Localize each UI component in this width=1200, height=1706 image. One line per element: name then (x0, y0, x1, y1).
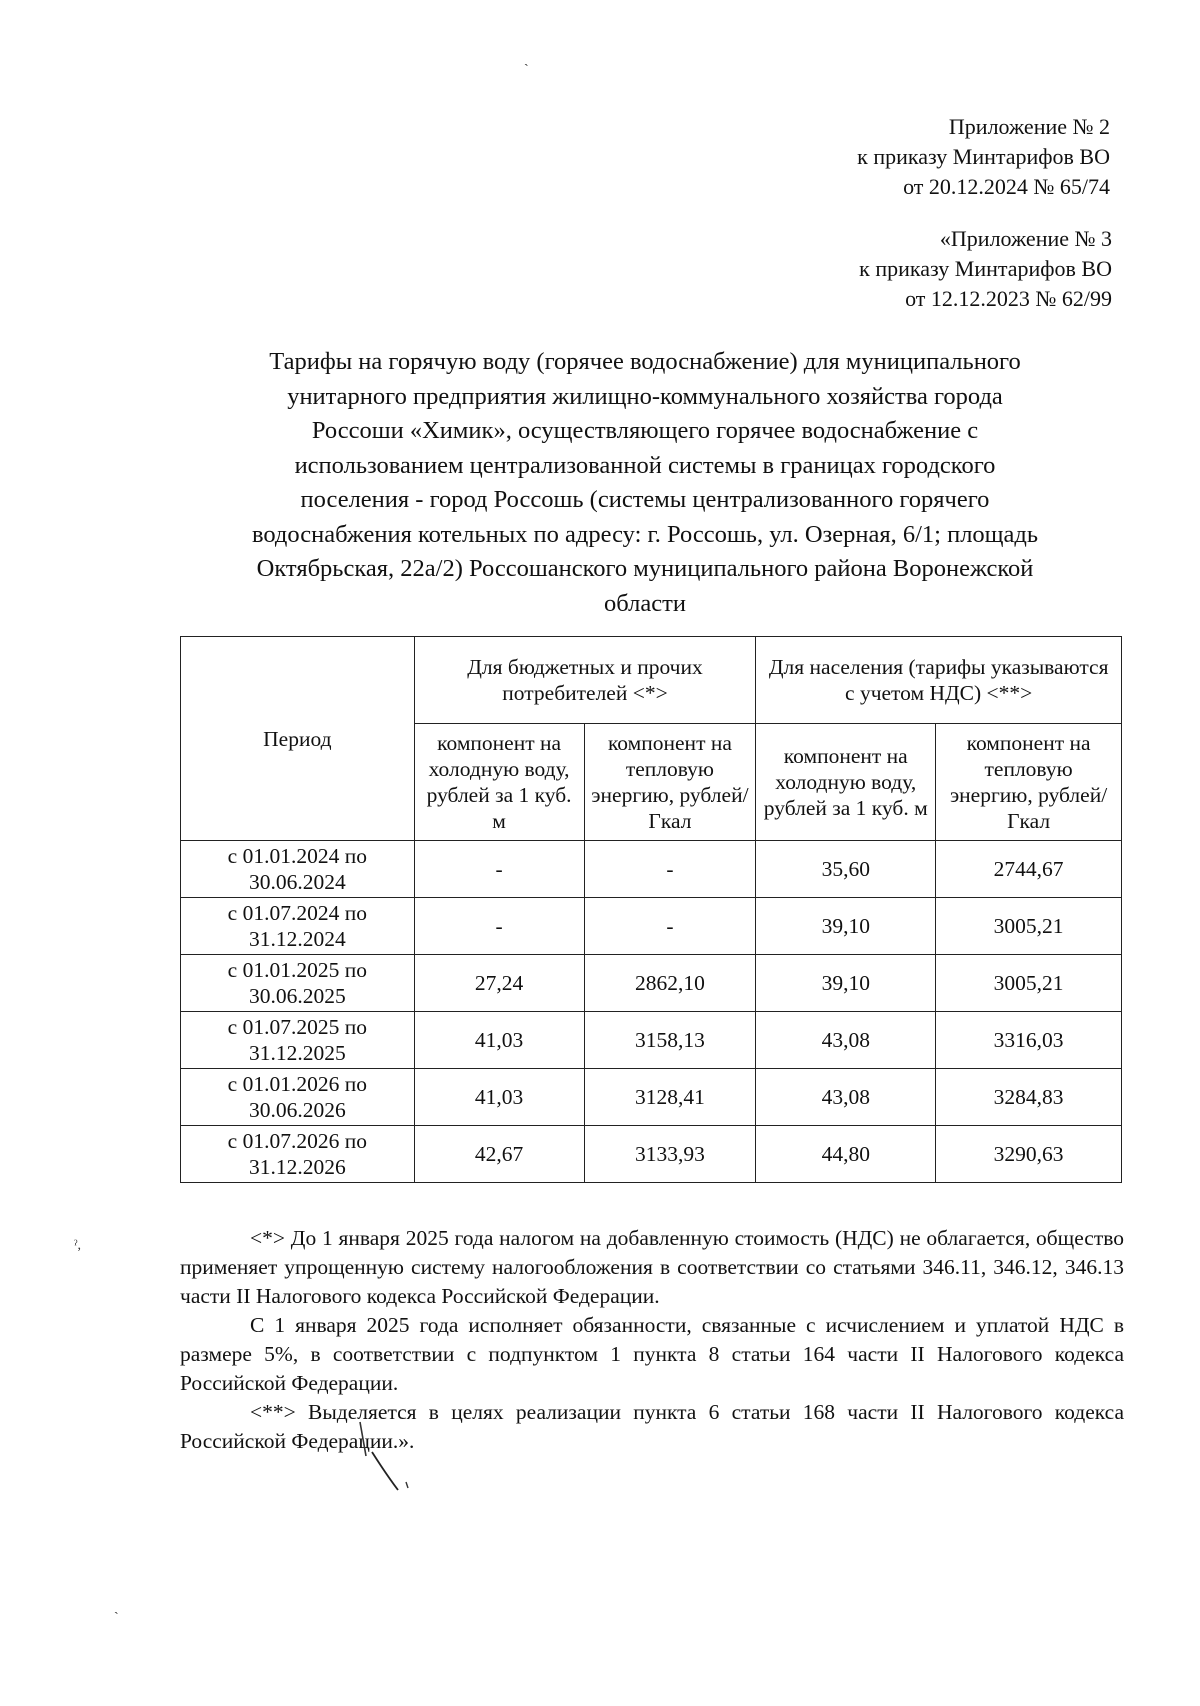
tick-stroke (372, 1452, 398, 1490)
period-cell: с 01.01.2024 по 30.06.2024 (181, 841, 415, 898)
table-row (181, 1126, 1122, 1183)
population-header: Для населения (тарифы указываются с учетом НДС) <**> (756, 637, 1122, 724)
population-heat-cell: 2744,67 (936, 841, 1122, 898)
appendix-header-current (857, 112, 1110, 202)
footnote-vat-2025: С 1 января 2025 года исполняет обязанности, связанные с исчислением и уплатой НДС в размере 5%, в соответствии с подпунктом 1 пункта 8 статьи 164 части II Налогового кодекса Российской Федерации. (180, 1313, 1124, 1395)
period-cell: с 01.07.2024 по 31.12.2024 (181, 898, 415, 955)
population-cold-cell: 43,08 (756, 1069, 936, 1126)
table-row (181, 841, 1122, 898)
appendix-order-ref: к приказу Минтарифов ВО (859, 256, 1112, 281)
table-row (181, 1012, 1122, 1069)
footnote-vat-population: <**> Выделяется в целях реализации пункта 6 статьи 168 части II Налогового кодекса Российской Федерации.». (180, 1400, 1124, 1453)
scan-speck: ˎ (524, 52, 529, 67)
budget-cold-cell: - (414, 898, 584, 955)
budget-heat-cell: 3158,13 (584, 1012, 756, 1069)
tick-stroke (406, 1482, 408, 1488)
document-title (175, 345, 1115, 621)
table-row (181, 955, 1122, 1012)
period-cell: с 01.01.2026 по 30.06.2026 (181, 1069, 415, 1126)
table-row (181, 898, 1122, 955)
scan-speck: ˀ, (74, 1238, 81, 1253)
budget-cold-cell: 41,03 (414, 1069, 584, 1126)
population-heat-cell: 3316,03 (936, 1012, 1122, 1069)
title-line: Октябрьская, 22а/2) Россошанского муниципального района Воронежской (256, 555, 1034, 582)
budget-heat-cell: 2862,10 (584, 955, 756, 1012)
budget-cold-cell: 41,03 (414, 1012, 584, 1069)
title-line: водоснабжения котельных по адресу: г. Россошь, ул. Озерная, 6/1; площадь (251, 520, 1039, 548)
title-line: Тарифы на горячую воду (горячее водоснабжение) для муниципального (269, 348, 1021, 375)
period-cell: с 01.01.2025 по 30.06.2025 (181, 955, 415, 1012)
table-row (181, 1069, 1122, 1126)
budget-heat-cell: 3133,93 (584, 1126, 756, 1183)
budget-cold-cell: - (414, 841, 584, 898)
budget-heat-energy-header: компонент на тепловую энергию, рублей/Гкал (584, 724, 756, 841)
population-cold-cell: 44,80 (756, 1126, 936, 1183)
tariff-table (180, 636, 1122, 1183)
budget-heat-cell: 3128,41 (584, 1069, 756, 1126)
budget-consumers-header: Для бюджетных и прочих потребителей <*> (414, 637, 756, 724)
title-line: использованием централизованной системы в границах городского (294, 451, 996, 479)
title-line: области (604, 589, 686, 617)
population-heat-cell: 3005,21 (936, 955, 1122, 1012)
budget-heat-cell: - (584, 841, 756, 898)
title-line: поселения - город Россошь (системы централизованного горячего (300, 486, 990, 513)
budget-cold-cell: 42,67 (414, 1126, 584, 1183)
budget-heat-cell: - (584, 898, 756, 955)
appendix-number: Приложение № 2 (948, 114, 1110, 139)
period-cell: с 01.07.2025 по 31.12.2025 (181, 1012, 415, 1069)
handwritten-tick-mark (352, 1416, 442, 1496)
population-heat-energy-header: компонент на тепловую энергию, рублей/Гкал (936, 724, 1122, 841)
population-heat-cell: 3290,63 (936, 1126, 1122, 1183)
appendix-header-original (859, 224, 1112, 314)
budget-cold-water-header: компонент на холодную воду, рублей за 1 куб. м (414, 724, 584, 841)
appendix-order-date: от 20.12.2024 № 65/74 (903, 174, 1110, 199)
appendix-number: «Приложение № 3 (939, 226, 1112, 251)
tick-stroke (360, 1422, 366, 1456)
footnote-vat-exempt: <*> До 1 января 2025 года налогом на добавленную стоимость (НДС) не облагается, общество применяет упрощенную систему налогообложения в соответствии со статьями 346.11, 346.12, 346.13 части II Налогового кодекса Российской Федерации. (180, 1226, 1124, 1308)
scan-speck: ˎ (114, 1600, 119, 1615)
title-line: Россоши «Химик», осуществляющего горячее водоснабжение с (311, 417, 979, 444)
population-cold-water-header: компонент на холодную воду, рублей за 1 куб. м (756, 724, 936, 841)
period-header: Период (181, 637, 415, 841)
population-heat-cell: 3284,83 (936, 1069, 1122, 1126)
population-cold-cell: 35,60 (756, 841, 936, 898)
title-line: унитарного предприятия жилищно-коммунального хозяйства города (287, 382, 1003, 410)
population-heat-cell: 3005,21 (936, 898, 1122, 955)
population-cold-cell: 39,10 (756, 955, 936, 1012)
population-cold-cell: 43,08 (756, 1012, 936, 1069)
appendix-order-ref: к приказу Минтарифов ВО (857, 144, 1110, 169)
budget-cold-cell: 27,24 (414, 955, 584, 1012)
population-cold-cell: 39,10 (756, 898, 936, 955)
appendix-order-date: от 12.12.2023 № 62/99 (905, 286, 1112, 311)
period-cell: с 01.07.2026 по 31.12.2026 (181, 1126, 415, 1183)
footnotes (180, 1224, 1124, 1456)
